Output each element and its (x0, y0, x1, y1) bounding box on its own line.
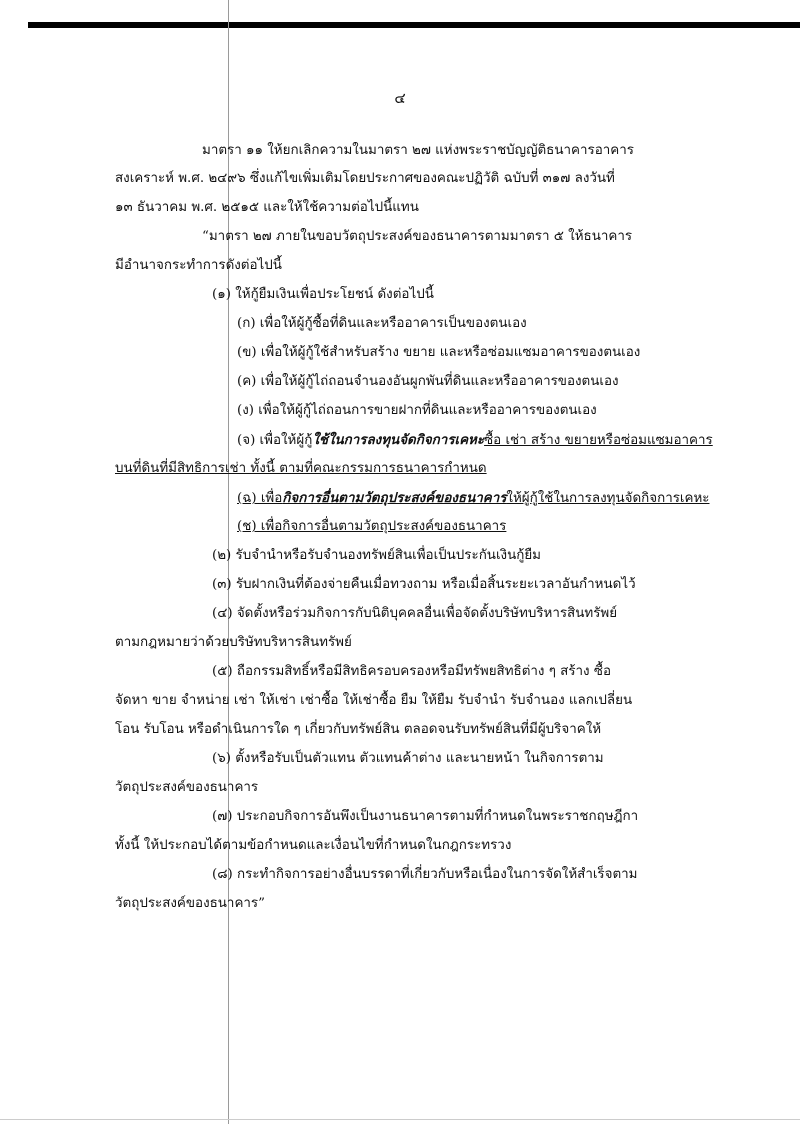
text-line: (๓) รับฝากเงินที่ต้องจ่ายคืนเมื่อทวงถาม หรือเมื่อสิ้นระยะเวลาอันกำหนดไว้ (212, 577, 636, 592)
text-line: โอน รับโอน หรือดำเนินการใด ๆ เกี่ยวกับทรัพย์สิน ตลอดจนรับทรัพย์สินที่มีผู้บริจาคให้ (115, 722, 602, 737)
text-line: ทั้งนี้ ให้ประกอบได้ตามข้อกำหนดและเงื่อนไขที่กำหนดในกฎกระทรวง (115, 838, 512, 853)
inserted-line: บนที่ดินที่มีสิทธิการเช่า ทั้งนี้ ตามที่คณะกรรมการธนาคารกำหนด (115, 461, 487, 476)
inserted-text: ให้ผู้กู้ใช้ในการลงทุนจัดกิจการเคหะ (506, 491, 710, 506)
amended-line (237, 430, 713, 451)
line-part: (จ) เพื่อให้ผู้กู้ (237, 433, 313, 448)
struck-text: กิจการอื่นตามวัตถุประสงค์ของธนาคาร (282, 490, 507, 506)
text-line: ตามกฎหมายว่าด้วยบริษัทบริหารสินทรัพย์ (115, 635, 352, 650)
text-line: (๖) ตั้งหรือรับเป็นตัวแทน ตัวแทนค้าต่าง และนายหน้า ในกิจการตาม (212, 751, 604, 766)
text-line: (๔) จัดตั้งหรือร่วมกิจการกับนิติบุคคลอื่นเพื่อจัดตั้งบริษัทบริหารสินทรัพย์ (212, 606, 618, 621)
text-line: วัตถุประสงค์ของธนาคาร” (115, 896, 265, 911)
text-line: (๕) ถือกรรมสิทธิ์หรือมีสิทธิครอบครองหรือมีทรัพยสิทธิต่าง ๆ สร้าง ซื้อ (212, 664, 611, 679)
text-line: (ง) เพื่อให้ผู้กู้ไถ่ถอนการขายฝากที่ดินและหรืออาคารของตนเอง (237, 403, 597, 418)
text-line: วัตถุประสงค์ของธนาคาร (115, 780, 259, 795)
text-line: “มาตรา ๒๗ ภายในขอบวัตถุประสงค์ของธนาคารตามมาตรา ๕ ให้ธนาคาร (202, 229, 633, 244)
text-line: (๗) ประกอบกิจการอันพึงเป็นงานธนาคารตามที่กำหนดในพระราชกฤษฎีกา (212, 809, 639, 824)
bottom-edge (0, 1119, 800, 1120)
text-line: สงเคราะห์ พ.ศ. ๒๔๙๖ ซึ่งแก้ไขเพิ่มเติมโดยประกาศของคณะปฏิวัติ ฉบับที่ ๓๑๗ ลงวันที่ (115, 171, 615, 186)
text-line: (๑) ให้กู้ยืมเงินเพื่อประโยชน์ ดังต่อไปนี้ (212, 287, 434, 302)
top-border (28, 22, 800, 28)
text-line: มีอำนาจกระทำการดังต่อไปนี้ (115, 258, 282, 273)
text-line: (๒) รับจำนำหรือรับจำนองทรัพย์สินเพื่อเป็นประกันเงินกู้ยืม (212, 548, 542, 563)
inserted-text: (ฉ) เพื่อ (237, 491, 283, 506)
text-line: มาตรา ๑๑ ให้ยกเลิกความในมาตรา ๒๗ แห่งพระราชบัญญัติธนาคารอาคาร (202, 143, 634, 158)
text-line: (ข) เพื่อให้ผู้กู้ใช้สำหรับสร้าง ขยาย และหรือซ่อมแซมอาคารของตนเอง (237, 345, 641, 360)
text-line: ๑๓ ธันวาคม พ.ศ. ๒๕๑๕ และให้ใช้ความต่อไปนี้แทน (115, 200, 419, 215)
inserted-text: ซื้อ เช่า สร้าง ขยายหรือซ่อมแซมอาคาร (484, 433, 713, 448)
text-line: (๘) กระทำกิจการอย่างอื่นบรรดาที่เกี่ยวกับหรือเนื่องในการจัดให้สำเร็จตาม (212, 867, 638, 882)
inserted-line: (ช) เพื่อกิจการอื่นตามวัตถุประสงค์ของธนาคาร (237, 519, 507, 534)
text-line: จัดหา ขาย จำหน่าย เช่า ให้เช่า เช่าซื้อ ให้เช่าซื้อ ยืม ให้ยืม รับจำนำ รับจำนอง แลกเปลี่ยน (115, 693, 633, 708)
text-line: (ค) เพื่อให้ผู้กู้ไถ่ถอนจำนองอันผูกพันที่ดินและหรืออาคารของตนเอง (237, 374, 619, 389)
amended-line (237, 488, 709, 509)
struck-text: ใช้ในการลงทุนจัดกิจการเคหะ (312, 432, 485, 448)
page-number: ๔ (394, 89, 406, 107)
text-line: (ก) เพื่อให้ผู้กู้ซื้อที่ดินและหรืออาคารเป็นของตนเอง (237, 316, 527, 331)
